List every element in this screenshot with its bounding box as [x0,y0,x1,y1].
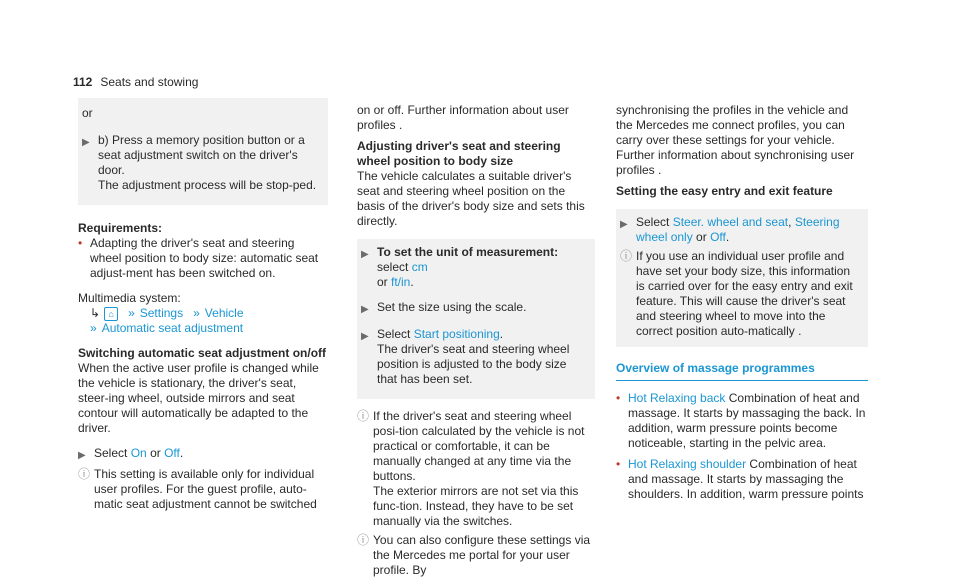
info-icon: ⓘ [357,533,370,547]
column-3 [616,103,868,502]
step-2-text: Set the size using the scale. [377,300,527,314]
bullet-icon: • [78,236,83,250]
column-1 [78,98,328,516]
step-b-text: b) Press a memory position button or a seat adjustment switch on the driver's door. [98,133,305,177]
note-text-2: The exterior mirrors are not set via this func-tion. Instead, they have to be set manually via the switches. [373,484,579,528]
steps-box [357,239,595,399]
note-text: This setting is available only for individual user profiles. For the guest profile, auto-matic seat adjustment cannot be switched [94,467,317,511]
hot-relaxing-shoulder-link[interactable]: Hot Relaxing shoulder [628,457,747,471]
multimedia-label: Multimedia system: [78,291,181,305]
adjust-title: Adjusting driver's seat and steering wheel position to body size [357,139,561,168]
step-1-title: To set the unit of measurement: [377,245,559,259]
bullet-icon: • [616,391,621,405]
or-text: or [696,230,707,244]
info-note-2 [357,533,595,578]
info-note [357,409,595,529]
select-text: select [377,260,409,274]
step-3: ▶ Select Start positioning. The driver's seat and steering wheel position is adjusted to the body size that has been set. [361,327,589,387]
chevron-icon: » [90,321,97,335]
chevron-icon: » [128,306,135,320]
menu-path [78,306,328,321]
info-icon: ⓘ [78,467,91,481]
column-2 [357,103,595,582]
path-settings[interactable]: Settings [139,306,184,320]
bullet-icon: • [616,457,621,471]
continued-text: synchronising the profiles in the vehicle and the Mercedes me connect profiles, you can carry over these settings for your vehicle. Further information about synchronising user profiles . [616,103,855,177]
or-text: or [377,275,388,289]
step-b [82,133,322,193]
option-steer-wheel-seat[interactable]: Steer. wheel and seat [672,215,789,229]
section-title: Seats and stowing [100,75,199,89]
select-step: ▶ Select Steer. wheel and seat, Steering wheel only or Off. [620,215,840,244]
easy-entry-title: Setting the easy entry and exit feature [616,184,833,198]
option-ft-in[interactable]: ft/in [391,275,411,289]
step-arrow-icon: ▶ [361,304,369,315]
list-item [616,457,868,502]
requirements-title: Requirements: [78,221,163,235]
switch-text: When the active user profile is changed while the vehicle is stationary, the driver's seat, steer-ing wheel, outside mirrors and seat contour will automatically be adapted to the driver. [78,361,319,435]
info-icon: ⓘ [620,249,633,263]
list-item [78,236,328,281]
select-text: Select [377,327,411,341]
list-item [616,391,868,451]
continued-text: on or off. Further information about user profiles . [357,103,569,132]
step-arrow-icon: ▶ [78,450,86,461]
option-steering-wheel-only[interactable]: Steering wheel only [636,215,840,244]
select-step [78,446,328,463]
path-arrow-icon: ↳ [90,306,101,320]
item-text: Combination of heat and massage. It starts by massaging the back. In addition, warm pressure points become noticeable, starting in the pelvic area. [628,391,866,450]
switch-title: Switching automatic seat adjustment on/off [78,346,327,360]
overview-title: Overview of massage programmes [616,361,868,381]
page-header [73,75,198,90]
adjust-text: The vehicle calculates a suitable driver's seat and steering wheel position on the basis of the driver's body size and sets this directly. [357,169,585,228]
chevron-icon: » [193,306,200,320]
select-text: Select [94,446,128,460]
requirements-list [78,236,328,281]
page-number: 112 [73,75,93,89]
steps-box [616,209,868,347]
step-3-text: The driver's seat and steering wheel position is adjusted to the body size that has been set. [377,342,570,386]
step-arrow-icon: ▶ [361,249,369,260]
step-b-text-2: The adjustment process will be stop-ped. [98,178,317,192]
item-text: Combination of heat and massage. It starts by massaging the shoulders. In addition, warm pressure points [628,457,864,501]
note-text: If the driver's seat and steering wheel posi-tion calculated by the vehicle is not practical or comfortable, it can be manually changed at any time via the buttons. [373,409,585,483]
option-on[interactable]: On [130,446,147,460]
option-cm[interactable]: cm [411,260,428,274]
info-note [78,467,328,512]
select-text: Select [636,215,670,229]
info-icon: ⓘ [357,409,370,423]
hot-relaxing-back-link[interactable]: Hot Relaxing back [628,391,726,405]
path-vehicle[interactable]: Vehicle [204,306,244,320]
period: . [179,446,184,460]
option-off[interactable]: Off [164,446,180,460]
step-2 [361,300,589,317]
start-positioning-link[interactable]: Start positioning [413,327,500,341]
info-note [620,249,862,339]
step-arrow-icon: ▶ [620,219,628,230]
step-1: ▶ To set the unit of measurement: select cm or ft/in. [361,245,559,289]
step-arrow-icon: ▶ [82,137,90,148]
requirement-text: Adapting the driver's seat and steering wheel position to body size: automatic seat adjust-ment has been switched on. [90,236,319,280]
home-icon[interactable]: ⌂ [104,307,118,321]
or-text: or [82,106,93,120]
or-text: or [150,446,161,460]
step-arrow-icon: ▶ [361,331,369,342]
path-auto-seat[interactable]: Automatic seat adjustment [101,321,244,335]
comma: , [788,215,792,229]
massage-list [616,391,868,502]
menu-path-2 [78,321,328,336]
note-text: If you use an individual user profile and have set your body size, this information is carried over for the easy entry and exit feature. This will cause the driver's seat and steering wheel to move into the correct position auto-matically . [636,249,853,338]
option-off[interactable]: Off [710,230,726,244]
note-text: You can also configure these settings via the Mercedes me portal for your user profile. By [373,533,591,577]
step-box [78,98,328,205]
